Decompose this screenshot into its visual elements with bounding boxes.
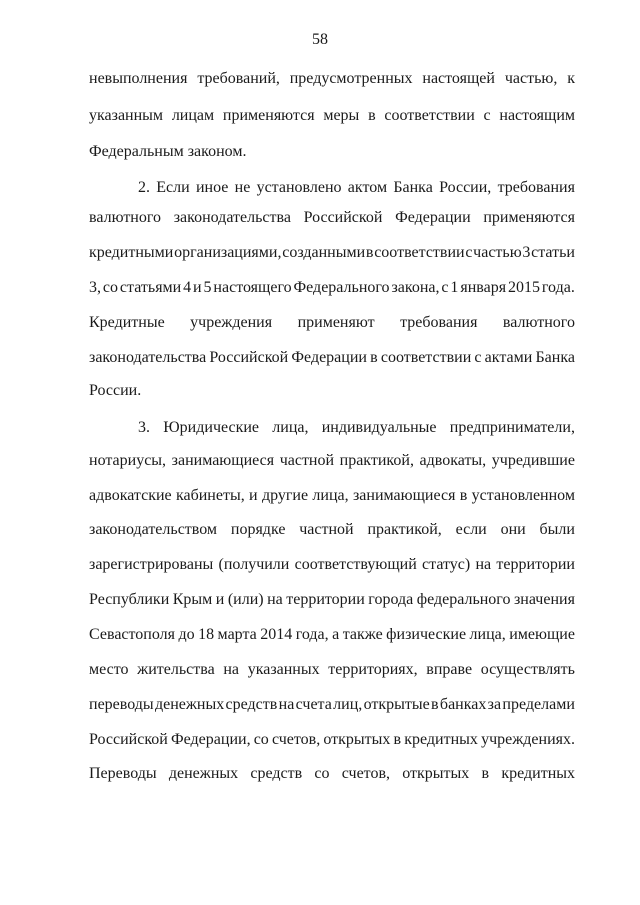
text-line: России. [89,382,142,399]
text-line: кредитными организациями, созданными в соответствии с частью 3 статьи [89,244,575,261]
text-line: Переводы денежных средств со счетов, открытых в кредитных [89,765,575,782]
text-line: адвокатские кабинеты, и другие лица, занимающиеся в установленном [89,487,575,504]
text-line: законодательством порядке частной практикой, если они были [89,521,575,538]
text-line: Республики Крым и (или) на территории города федерального значения [89,591,575,608]
text-line: законодательства Российской Федерации в соответствии с актами Банка [89,349,575,366]
text-line: 2. Если иное не установлено актом Банка России, требования [138,179,575,196]
text-line: 3, со статьями 4 и 5 настоящего Федерального закона, с 1 января 2015 года. [89,279,575,296]
text-line: Севастополя до 18 марта 2014 года, а также физические лица, имеющие [89,626,575,643]
text-line: место жительства на указанных территориях, вправе осуществлять [89,661,575,678]
text-line: 3. Юридические лица, индивидуальные предприниматели, [138,419,575,436]
text-line: Федеральным законом. [89,143,247,160]
text-line: нотариусы, занимающиеся частной практикой, адвокаты, учредившие [89,452,575,469]
text-line: валютного законодательства Российской Федерации применяются [89,209,575,226]
text-line: переводы денежных средств на счета лиц, открытые в банках за пределами [89,696,575,713]
text-line: зарегистрированы (получили соответствующий статус) на территории [89,556,575,573]
page-number: 58 [312,31,328,48]
text-line: Кредитные учреждения применяют требования валютного [89,314,575,331]
text-line: указанным лицам применяются меры в соответствии с настоящим [89,107,575,124]
text-line: невыполнения требований, предусмотренных настоящей частью, к [89,70,575,87]
text-line: Российской Федерации, со счетов, открытых в кредитных учреждениях. [89,731,575,748]
